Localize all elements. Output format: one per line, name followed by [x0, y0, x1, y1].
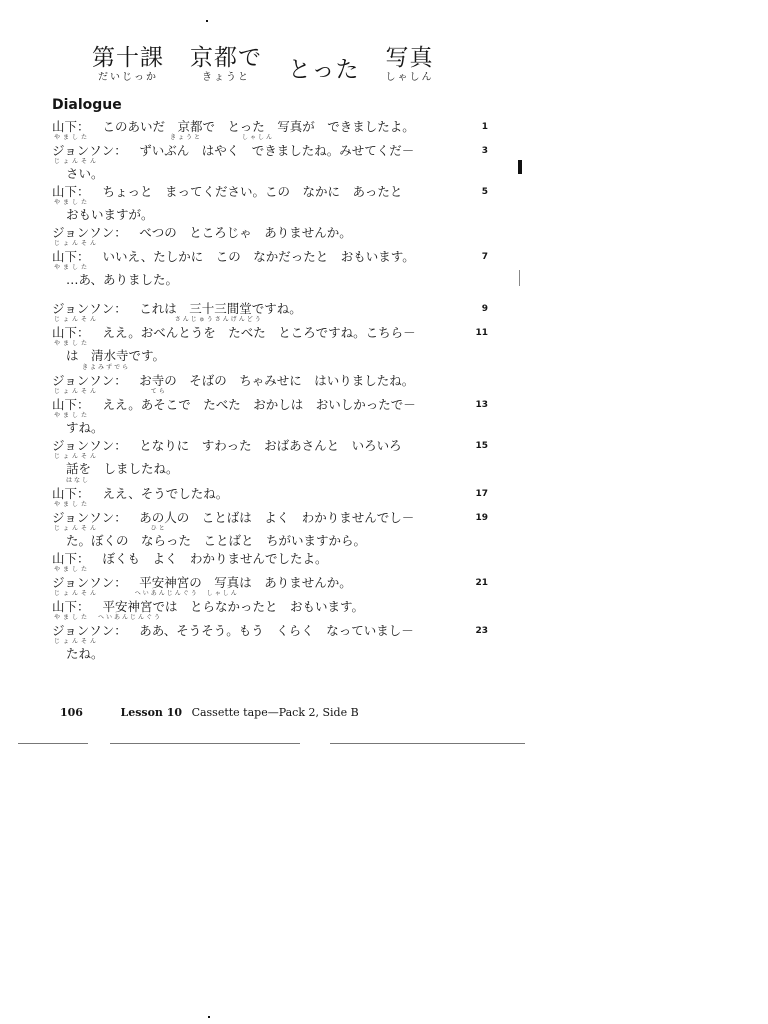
line-continuation: すね。 — [66, 420, 104, 435]
scan-dot — [208, 1016, 210, 1018]
lesson-label: Lesson 10 — [120, 706, 183, 719]
dialogue-line — [52, 510, 488, 549]
line-text: ずいぶん はやく できましたね。みせてくだ－ — [126, 143, 415, 158]
divider-left — [18, 743, 88, 744]
section-label: Dialogue — [52, 97, 122, 113]
title-reading: しゃしん — [385, 72, 434, 83]
dialogue-line — [52, 249, 488, 288]
title-reading: だいじっか — [98, 72, 158, 83]
line-text: べつの ところじゃ ありませんか。 — [126, 225, 352, 240]
speaker-reading: じょんそん — [54, 240, 100, 247]
speaker-name: ジョンソン： — [52, 438, 127, 453]
scan-dot — [519, 270, 520, 286]
speaker-name: 山下： — [52, 599, 90, 614]
dialogue-line — [52, 184, 488, 223]
speaker-reading: じょんそん — [54, 158, 100, 165]
speaker-reading: じょんそん — [54, 525, 100, 532]
dialogue-line — [52, 575, 488, 597]
line-continuation: は 清水寺です。 — [66, 348, 166, 363]
speaker-reading: やました — [54, 501, 91, 508]
line-text: いいえ、たしかに この なかだったと おもいます。 — [90, 249, 415, 264]
speaker — [52, 120, 90, 141]
speaker — [52, 374, 127, 395]
speaker-name: ジョンソン： — [52, 373, 127, 388]
dialogue-line — [52, 600, 482, 621]
speaker — [52, 226, 127, 247]
line-text: ぼくも よく わかりませんでしたよ。 — [90, 551, 328, 566]
speaker-reading: やました — [54, 199, 91, 206]
line-number: 19 — [475, 513, 488, 523]
speaker — [52, 250, 90, 271]
speaker-reading: やました — [54, 614, 91, 621]
title-kanji: とった — [288, 57, 360, 83]
line-text: あの人の ことばは よく わかりませんでし－ — [126, 510, 415, 525]
speaker-name: 山下： — [52, 249, 90, 264]
speaker-reading: じょんそん — [54, 388, 100, 395]
line-text: ええ、そうでしたね。 — [90, 486, 229, 501]
speaker-name: ジョンソン： — [52, 575, 127, 590]
speaker — [52, 144, 127, 165]
dialogue-line — [52, 623, 488, 662]
line-number: 11 — [475, 328, 488, 338]
title-reading: きょうと — [202, 72, 250, 83]
speaker-name: ジョンソン： — [52, 301, 127, 316]
divider-mid — [110, 743, 300, 744]
line-continuation: おもいますが。 — [66, 207, 154, 222]
dialogue-line — [52, 397, 488, 436]
furigana: へいあんじんぐう しゃしん — [126, 590, 239, 597]
dialogue-line — [52, 374, 482, 395]
scan-dot — [206, 20, 208, 22]
speaker-name: 山下： — [52, 486, 90, 501]
dialogue-line — [52, 301, 488, 323]
dialogue-line — [52, 438, 488, 484]
dialogue-line — [52, 325, 488, 371]
line-number: 23 — [475, 626, 488, 636]
furigana: さんじゅうさんげんどう — [126, 316, 263, 323]
speaker — [52, 511, 127, 532]
title-word — [386, 44, 434, 84]
line-number: 5 — [481, 187, 488, 197]
line-continuation: 話を しましたね。 — [66, 461, 179, 476]
furigana: きよみずでら — [66, 364, 131, 371]
line-number: 21 — [475, 578, 488, 588]
line-number: 13 — [475, 400, 488, 410]
line-text: ちょっと まってください。この なかに あったと — [90, 184, 403, 199]
speaker-name: 山下： — [52, 119, 90, 134]
speaker-reading: やました — [54, 412, 91, 419]
speaker — [52, 487, 90, 508]
speaker — [52, 624, 127, 645]
speaker-reading: やました — [54, 340, 91, 347]
speaker-name: ジョンソン： — [52, 225, 127, 240]
line-number: 7 — [481, 252, 488, 262]
title-kanji: 写真 — [385, 45, 434, 71]
line-number: 1 — [481, 122, 488, 132]
line-continuation: さい。 — [66, 166, 104, 181]
speaker-reading: やました — [54, 134, 91, 141]
furigana: はなし — [66, 477, 91, 484]
title-kanji: 京都で — [190, 45, 262, 71]
speaker-reading: じょんそん — [54, 453, 100, 460]
line-text: これは 三十三間堂ですね。 — [126, 301, 302, 316]
speaker-name: 山下： — [52, 184, 90, 199]
page-footer — [60, 706, 359, 719]
furigana: へいあんじんぐう — [90, 614, 163, 621]
line-text: ええ。あそこで たべた おかしは おいしかったで－ — [90, 397, 416, 412]
speaker — [52, 552, 90, 573]
title-word — [92, 44, 164, 84]
dialogue-line — [52, 486, 488, 508]
line-continuation: …あ、ありました。 — [66, 272, 179, 287]
speaker-name: ジョンソン： — [52, 623, 127, 638]
line-text: 平安神宮では とらなかったと おもいます。 — [90, 599, 365, 614]
speaker-reading: じょんそん — [54, 316, 100, 323]
scan-mark — [518, 160, 522, 174]
speaker — [52, 576, 127, 597]
furigana: きょうと しゃしん — [90, 134, 275, 141]
title-word — [288, 56, 360, 84]
line-text: お寺の そばの ちゃみせに はいりましたね。 — [126, 373, 415, 388]
dialogue-line — [52, 119, 488, 141]
dialogue-line — [52, 226, 482, 247]
line-number: 3 — [481, 146, 488, 156]
line-text: となりに すわった おばあさんと いろいろ — [126, 438, 402, 453]
furigana: ひと — [126, 525, 167, 532]
cassette-info: Cassette tape—Pack 2, Side B — [191, 706, 359, 719]
speaker-name: 山下： — [52, 551, 90, 566]
speaker-reading: じょんそん — [54, 590, 100, 597]
speaker-name: ジョンソン： — [52, 510, 127, 525]
speaker — [52, 398, 90, 419]
line-text: ええ。おべんとうを たべた ところですね。こちら－ — [90, 325, 416, 340]
speaker — [52, 302, 127, 323]
title-word — [190, 44, 262, 84]
lesson-title — [92, 44, 460, 84]
dialogue-line — [52, 143, 488, 182]
line-continuation: たね。 — [66, 646, 104, 661]
speaker-name: 山下： — [52, 397, 90, 412]
furigana: てら — [126, 388, 167, 395]
speaker — [52, 600, 90, 621]
line-continuation: た。ぼくの ならった ことばと ちがいますから。 — [66, 533, 367, 548]
speaker-reading: やました — [54, 264, 91, 271]
line-text: ああ、そうそう。もう くらく なっていまし－ — [126, 623, 414, 638]
speaker — [52, 185, 90, 206]
title-kanji: 第十課 — [92, 45, 164, 71]
line-number: 15 — [475, 441, 488, 451]
line-number: 17 — [475, 489, 488, 499]
dialogue-line — [52, 552, 482, 573]
speaker-name: ジョンソン： — [52, 143, 127, 158]
speaker-name: 山下： — [52, 325, 90, 340]
divider-right — [330, 743, 525, 744]
speaker-reading: じょんそん — [54, 638, 100, 645]
dialogue — [52, 119, 488, 665]
line-number: 9 — [481, 304, 488, 314]
speaker-reading: やました — [54, 566, 91, 573]
line-text: 平安神宮の 写真は ありませんか。 — [126, 575, 352, 590]
speaker — [52, 439, 127, 460]
line-text: このあいだ 京都で とった 写真が できましたよ。 — [90, 119, 415, 134]
speaker — [52, 326, 90, 347]
page-number: 106 — [60, 706, 83, 719]
